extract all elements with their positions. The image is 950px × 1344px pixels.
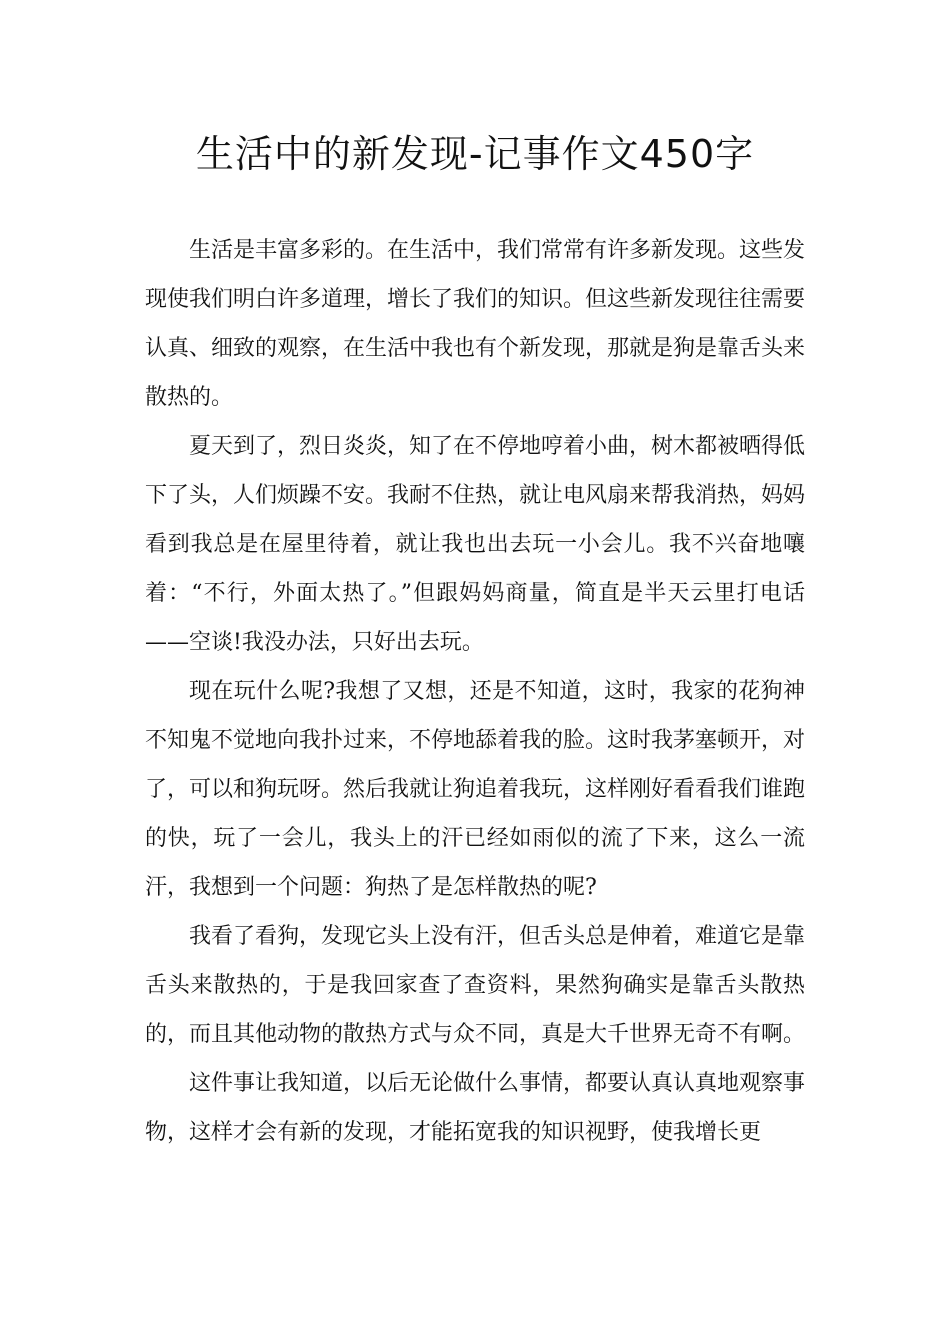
document-body: [145, 226, 805, 1157]
paragraph-4: 我看了看狗，发现它头上没有汗，但舌头总是伸着，难道它是靠舌头来散热的，于是我回家查了查资料，果然狗确实是靠舌头散热的，而且其他动物的散热方式与众不同，真是大千世界无奇不有啊。: [145, 924, 806, 1047]
paragraph-3: 现在玩什么呢?我想了又想，还是不知道，这时，我家的花狗神不知鬼不觉地向我扑过来，不停地舔着我的脸。这时我茅塞顿开，对了，可以和狗玩呀。然后我就让狗追着我玩，这样刚好看看我们谁跑的快，玩了一会儿，我头上的汗已经如雨似的流了下来，这么一流汗，我想到一个问题：狗热了是怎样散热的呢?: [145, 679, 806, 900]
paragraph-2: 夏天到了，烈日炎炎，知了在不停地哼着小曲，树木都被晒得低下了头，人们烦躁不安。我耐不住热，就让电风扇来帮我消热，妈妈看到我总是在屋里待着，就让我也出去玩一小会儿。我不兴奋地嚷着：“不行，外面太热了。”但跟妈妈商量，简直是半天云里打电话——空谈!我没办法，只好出去玩。: [145, 434, 806, 655]
paragraph-5: 这件事让我知道，以后无论做什么事情，都要认真认真地观察事物，这样才会有新的发现，才能拓宽我的知识视野，使我增长更: [145, 1071, 806, 1145]
paragraph-1: 生活是丰富多彩的。在生活中，我们常常有许多新发现。这些发现使我们明白许多道理，增长了我们的知识。但这些新发现往往需要认真、细致的观察，在生活中我也有个新发现，那就是狗是靠舌头来散热的。: [145, 238, 806, 410]
document-title: 生活中的新发现-记事作文450字: [195, 132, 755, 176]
